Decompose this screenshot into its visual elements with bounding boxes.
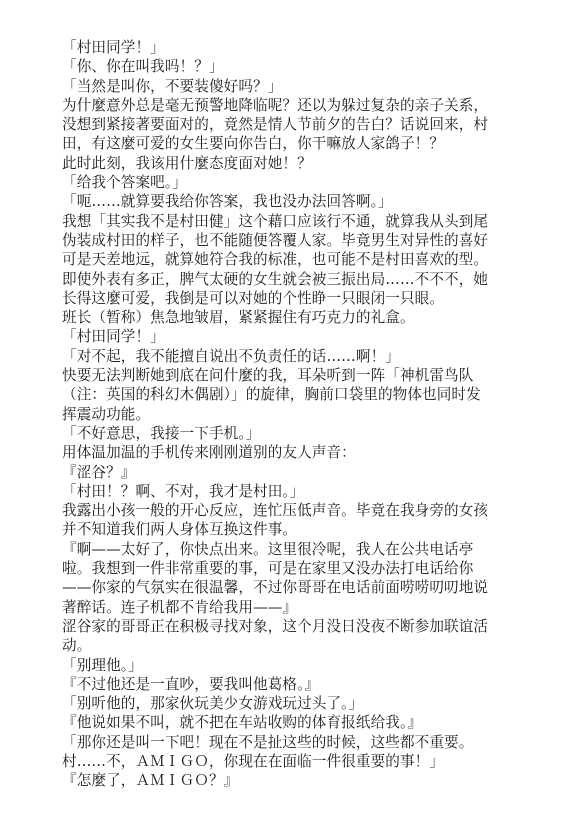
text-line: 「你、你在叫我吗！？」 [62, 58, 224, 76]
text-line: 「别理他。」 [62, 656, 143, 674]
text-line: 田，有这麼可爱的女生要向你告白，你干嘛放人家鸽子！？ [62, 135, 445, 153]
text-line: 用体温加温的手机传来刚刚道别的友人声音： [62, 444, 356, 462]
text-line: 「村田同学！」 [62, 39, 165, 56]
text-line: 「呃……就算要我给你答案，我也没办法回答啊。」 [62, 193, 393, 211]
text-line: 快要无法判断她到底在问什麼的我，耳朵听到一阵「神机雷鸟队 [62, 367, 474, 385]
text-line: 『怎麼了，ＡＭＩＧＯ？』 [62, 772, 239, 790]
text-line: 并不知道我们两人身体互换这件事。 [62, 521, 298, 539]
text-line: 我露出小孩一般的开心反应，连忙压低声音。毕竟在我身旁的女孩 [62, 502, 489, 520]
text-line: 挥震动功能。 [62, 405, 151, 423]
text-line: 著醉话。连子机都不肯给我用——』 [62, 598, 298, 616]
text-line: 班长（暂称）焦急地皱眉，紧紧握住有巧克力的礼盒。 [62, 309, 415, 327]
text-line: 动。 [62, 637, 92, 655]
text-line: 村……不，ＡＭＩＧＯ，你现在在面临一件很重要的事！」 [62, 752, 445, 770]
document-body [62, 38, 542, 791]
text-line: 此时此刻，我该用什麼态度面对她！？ [62, 154, 312, 172]
text-line: ——你家的气氛实在很温馨，不过你哥哥在电话前面唠唠叨叨地说 [62, 579, 489, 597]
text-line: 长得这麼可爱，我倒是可以对她的个性睁一只眼闭一只眼。 [62, 289, 445, 307]
text-line: 伪装成村田的样子，也不能随便答覆人家。毕竟男生对异性的喜好 [62, 231, 489, 249]
text-line: 我想「其实我不是村田健」这个藉口应该行不通，就算我从头到尾 [62, 212, 489, 230]
text-line: 「当然是叫你，不要装傻好吗？」 [62, 77, 283, 95]
text-line: 「那你还是叫一下吧！现在不是扯这些的时候，这些都不重要。 [62, 733, 474, 751]
text-line: （注：英国的科幻木偶剧）」的旋律，胸前口袋里的物体也同时发 [62, 386, 481, 404]
text-line: 为什麼意外总是毫无预警地降临呢？还以为躲过复杂的亲子关系， [62, 96, 489, 114]
text-line: 没想到紧接著要面对的，竟然是情人节前夕的告白？话说回来，村 [62, 116, 489, 134]
text-line: 『他说如果不叫，就不把在车站收购的体育报纸给我。』 [62, 714, 423, 732]
text-line: 『不过他还是一直吵，要我叫他葛格。』 [62, 675, 320, 693]
text-line: 啦。我想到一件非常重要的事，可是在家里又没办法打电话给你 [62, 560, 474, 578]
text-line: 涩谷家的哥哥正在积极寻找对象，这个月没日没夜不断参加联谊活 [62, 617, 489, 635]
text-line: 「对不起，我不能擅自说出不负责任的话……啊！」 [62, 347, 400, 365]
text-line: 「给我个答案吧。」 [62, 174, 187, 192]
text-line: 『啊——太好了，你快点出来。这里很冷呢，我人在公共电话亭 [62, 540, 474, 558]
text-line: 「村田同学！」 [62, 328, 165, 346]
text-line: 「村田！？啊、不对，我才是村田。」 [62, 482, 305, 500]
text-line: 「不好意思，我接一下手机。」 [62, 424, 261, 442]
text-line: 可是天差地远，就算她符合我的标准，也可能不是村田喜欢的型。 [62, 251, 489, 269]
text-line: 即使外表有多正，脾气太硬的女生就会被三振出局……不不不，她 [62, 270, 489, 288]
text-line: 「别听他的，那家伙玩美少女游戏玩过头了。」 [62, 695, 364, 713]
text-line: 『涩谷？』 [62, 463, 136, 481]
